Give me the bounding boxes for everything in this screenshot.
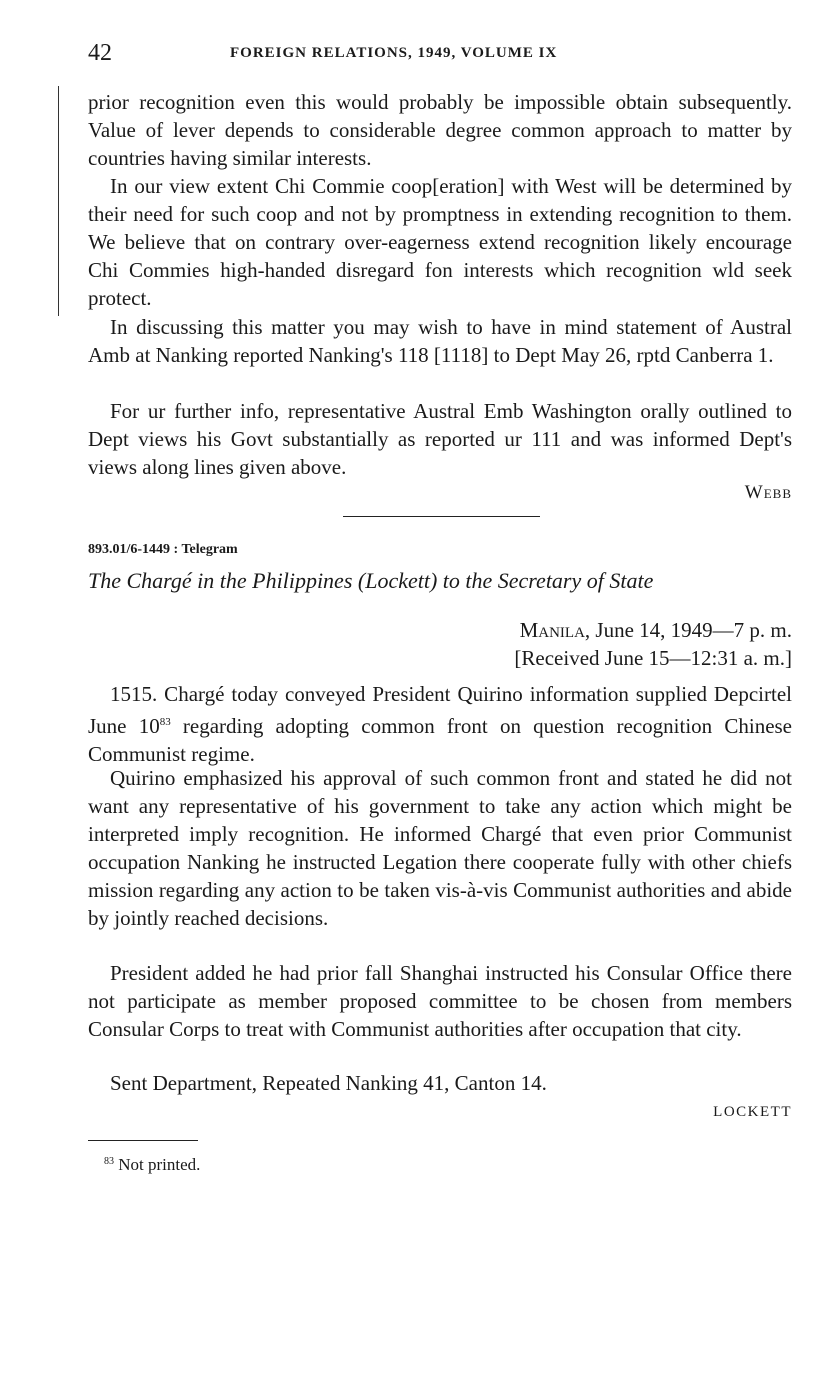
dateline-place: Manila [519,618,585,642]
continuation-paragraph-1: prior recognition even this would probably be impossible obtain subsequently. Value of lever depends to considerable degree common approach to matter by countries having similar interests. [88,90,792,170]
signature-webb: Webb [744,482,792,503]
page-number: 42 [88,40,112,66]
running-head: FOREIGN RELATIONS, 1949, VOLUME IX [230,45,558,61]
footnote-marker: 83 [159,716,171,728]
telegram-paragraph-4: Sent Department, Repeated Nanking 41, Canton 14. [110,1071,547,1095]
footnote-rule [88,1140,198,1141]
dateline [520,618,792,643]
continuation-paragraph-3: In discussing this matter you may wish to have in mind statement of Austral Amb at Nanking reported Nanking's 118 [1118] to Dept May 26, rptd Canberra 1. [88,315,792,367]
dateline-date: , June 14, 1949—7 p. m. [584,618,792,642]
telegram-paragraph-1 [88,680,792,768]
telegram-paragraph-1-text-cont: regarding adopting common front on question recognition Chinese Communist regime. [88,714,793,766]
file-reference: 893.01/6-1449 : Telegram [88,542,238,557]
footnote-text: Not printed. [118,1155,201,1174]
continuation-paragraph-4: For ur further info, representative Austral Emb Washington orally outlined to Dept views his Govt substantially as reported ur 111 and was informed Dept's views along lines given above. [88,399,792,479]
margin-rule [58,86,59,316]
received-line: [Received June 15—12:31 a. m.] [514,646,792,670]
footnote-number: 83 [104,1156,114,1167]
footnote [104,1155,200,1175]
signature-lockett: LOCKETT [713,1104,792,1120]
document-title: The Chargé in the Philippines (Lockett) to the Secretary of State [88,568,654,593]
telegram-paragraph-2: Quirino emphasized his approval of such common front and stated he did not want any representative of his government to take any action which might be interpreted imply recognition. He informed Chargé that even prior Communist occupation Nanking he instructed Legation there cooperate fully with other chiefs mission regarding any action to be taken vis-à-vis Communist authorities and abide by jointly reached decisions. [88,766,792,930]
telegram-paragraph-1-text: 1515. Chargé today conveyed President Quirino information supplied Depcirtel June 10 [88,682,792,738]
continuation-paragraph-2: In our view extent Chi Commie coop[eration] with West will be determined by their need for such coop and not by promptness in extending recognition to them. We believe that on contrary over-eagerness extend recognition likely encourage Chi Commies high-handed disregard fon interests which recognition wld seek protect. [88,174,792,310]
section-divider [343,516,540,517]
telegram-paragraph-3: President added he had prior fall Shanghai instructed his Consular Office there not participate as member proposed committee to be chosen from members Consular Corps to treat with Communist authorities after occupation that city. [88,961,792,1041]
